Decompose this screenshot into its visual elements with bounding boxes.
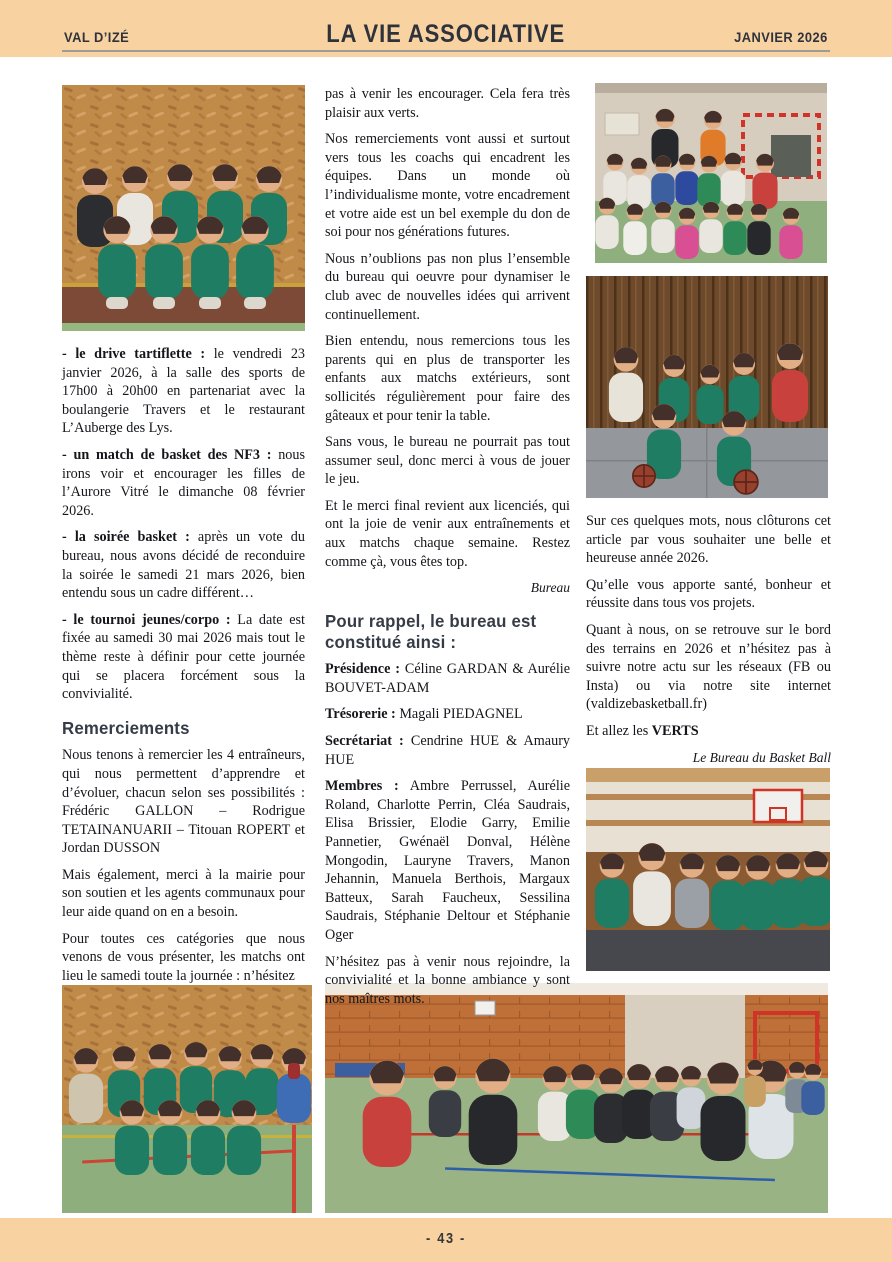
signature-bureau: Bureau	[530, 580, 570, 596]
signature-basket-ball: Le Bureau du Basket Ball	[692, 749, 831, 765]
event-paragraph: - le tournoi jeunes/corpo : La date est fixée au samedi 30 mai 2026 mais tout le thème reste à définir pour cette journée qui se placera forcément sous la convivialité.	[62, 611, 306, 703]
role-paragraph: Membres : Ambre Perrussel, Aurélie Roland, Charlotte Perrin, Cléa Saudrais, Elisa Brissier, Elodie Garry, Emilie Pannetier, Gwénaël Donval, Hélène Mongodin, Lauryne Travers, Manon Jehannin, Manuela Berthois, Margaux Batteux, Sarah Faucheux, Sessilina Saudrais, Stéphanie Deltour et Stéphanie Oger	[325, 778, 571, 943]
photo-boys-team-gym	[586, 768, 830, 971]
photo-group-gym	[595, 83, 827, 263]
section-heading-remerciements: Remerciements	[62, 717, 190, 738]
section-heading-bureau: Pour rappel, le bureau est constitué ainsi :	[325, 610, 537, 652]
photo-kids-basketballs	[586, 276, 828, 498]
header-rule	[62, 50, 830, 52]
page-number: - 43 -	[426, 1230, 466, 1247]
body-paragraph: Nous tenons à remercier les 4 entraîneurs, qui nous permettent d’apprendre et d’évoluer, chacun selon ses possibilités : Frédéric GALLON – Rodrigue TETAINANUARII – Titouan ROPERT et Jordan DUSSON	[62, 747, 305, 857]
header-date-label: JANVIER 2026	[734, 29, 828, 45]
body-paragraph: Quant à nous, on se retrouve sur le bord des terrains en 2026 et n’hésitez pas à suivre notre actu sur les réseaux (FB ou Insta) ou via notre site internet (valdizebasketball.fr)	[586, 621, 831, 713]
header-left-label: VAL D’IZÉ	[64, 29, 130, 45]
body-paragraph: Bien entendu, nous remercions tous les parents qui en plus de transporter les enfants aux matchs extérieurs, sont sollicités régulièrement pour faire des gâteaux et pour tenir la table.	[325, 333, 570, 424]
photo-gym-training-wide	[325, 983, 828, 1213]
photo-girls-team-bottom	[62, 985, 312, 1213]
body-paragraph: Sur ces quelques mots, nous clôturons cet article par vous souhaiter une belle et heureuse année 2026.	[586, 513, 831, 567]
footer-band	[0, 1218, 892, 1262]
body-paragraph: Nos remerciements vont aussi et surtout vers tous les coachs qui encadrent les équipes. Dans un monde où l’individualisme monte, votre encadrement et votre aide est un bel exemple du don de soi pour nos générations futures.	[325, 131, 570, 241]
body-paragraph: Et le merci final revient aux licenciés, qui ont la joie de venir aux entraînements et aux matchs chaque semaine. Restez comme çà, vous êtes top.	[325, 497, 570, 570]
photo-girls-team-osb	[62, 85, 305, 331]
body-paragraph: Qu’elle vous apporte santé, bonheur et réussite dans tous vos projets.	[586, 576, 831, 612]
role-paragraph: Trésorerie : Magali PIEDAGNEL	[325, 706, 523, 723]
body-paragraph: Mais également, merci à la mairie pour son soutien et les agents communaux pour leur aide quand on en a besoin.	[62, 866, 305, 921]
body-paragraph: Sans vous, le bureau ne pourrait pas tout assumer seul, donc merci à vous de jouer le jeu.	[325, 434, 570, 488]
body-paragraph: Pour toutes ces catégories que nous venons de vous présenter, les matchs ont lieu le samedi toute la journée : n’hésitez	[62, 930, 305, 984]
role-paragraph: Secrétariat : Cendrine HUE & Amaury HUE	[325, 732, 571, 768]
right-column	[586, 512, 831, 774]
page-title: LA VIE ASSOCIATIVE	[326, 20, 566, 48]
header-band	[0, 0, 892, 57]
left-column	[62, 345, 305, 993]
body-paragraph: N’hésitez pas à venir nous rejoindre, la convivialité et la bonne ambiance y sont nos maîtres mots.	[325, 953, 570, 1007]
body-paragraph: Nous n’oublions pas non plus l’ensemble du bureau qui oeuvre pour dynamiser le club avec de nouvelles idées qui arrivent continuellement.	[325, 250, 570, 323]
body-paragraph: pas à venir les encourager. Cela fera très plaisir aux verts.	[325, 86, 570, 121]
allez-les-verts-line: Et allez les VERTS	[586, 722, 699, 739]
event-paragraph: - le drive tartiflette : le vendredi 23 janvier 2026, à la salle des sports de 17h00 à 20h00 en partenariat avec la boulangerie Travers et le restaurant L’Auberge des Lys.	[62, 346, 306, 437]
event-paragraph: - un match de basket des NF3 : nous irons voir et encourager les filles de l’Aurore Vitré le dimanche 08 février 2026.	[62, 446, 306, 519]
middle-column	[325, 85, 570, 1016]
role-paragraph: Présidence : Céline GARDAN & Aurélie BOUVET-ADAM	[325, 661, 571, 696]
event-paragraph: - la soirée basket : après un vote du bureau, nous avons décidé de reconduire la soirée le samedi 21 mars 2026, bien entendu sous un cadre différent…	[62, 529, 305, 602]
